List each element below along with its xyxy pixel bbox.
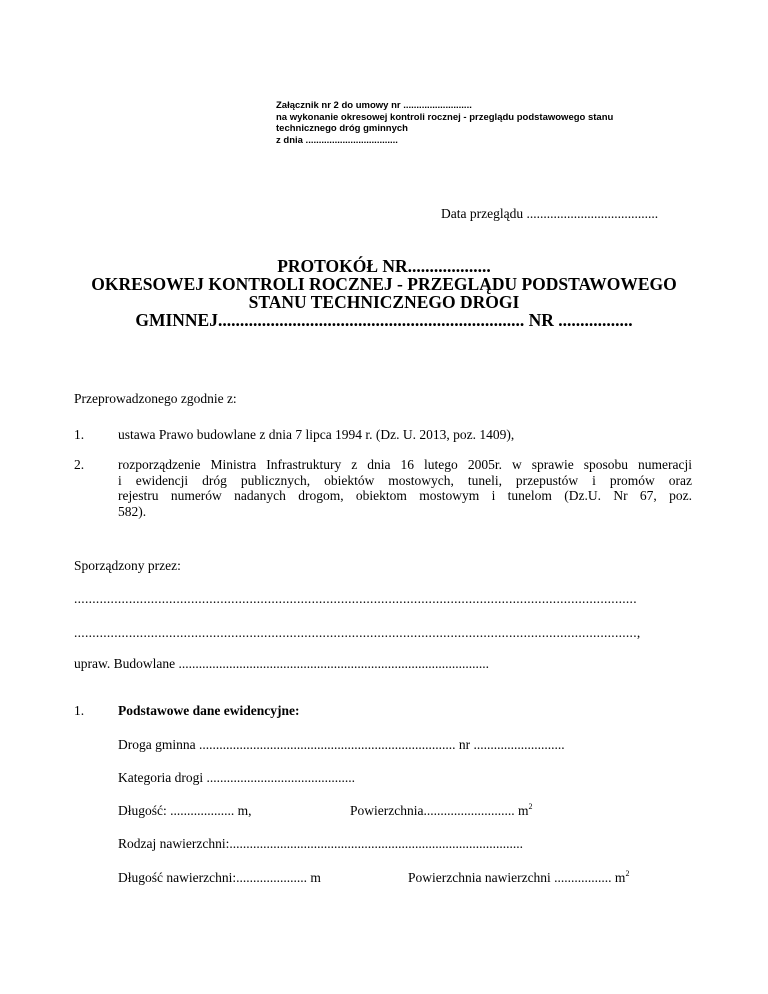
area-unit-exponent: 2: [528, 802, 533, 811]
annex-header: [276, 100, 696, 146]
length-field: Długość: ................... m,: [118, 803, 252, 818]
prepared-by-line-2: ..........................................................................................................................................................,: [74, 625, 641, 640]
basis-item-2-line-2: i ewidencji dróg publicznych, obiektów mostowych, tuneli, przepustów i promów oraz: [118, 472, 692, 488]
title-line-3: STANU TECHNICZNEGO DROGI: [248, 292, 520, 312]
basis-item-1-text: ustawa Prawo budowlane z dnia 7 lipca 1994 r. (Dz. U. 2013, poz. 1409),: [118, 427, 515, 442]
surface-area-unit-exponent: 2: [625, 869, 630, 878]
surface-type-field: Rodzaj nawierzchni:.......................................................................................: [118, 836, 523, 851]
title-line-4: GMINNEJ...................................................................... NR .................: [135, 310, 633, 330]
section-1-heading: Podstawowe dane ewidencyjne:: [118, 703, 300, 718]
inspection-date: Data przeglądu .......................................: [441, 206, 659, 221]
section-1-number: 1.: [74, 703, 85, 718]
area-field: [350, 803, 532, 819]
basis-item-2-text: [118, 457, 692, 519]
basis-intro: Przeprowadzonego zgodnie z:: [74, 391, 237, 406]
annex-line-date: z dnia ...................................: [276, 134, 398, 146]
prepared-by-label: Sporządzony przez:: [74, 558, 181, 573]
annex-line-scope: na wykonanie okresowej kontroli rocznej - przeglądu podstawowego stanu: [276, 111, 614, 123]
basis-item-1-number: 1.: [74, 427, 85, 442]
basis-item-2-line-3: rejestru numerów nadanych drogom, obiektom mostowym i tunelom (Dz.U. Nr 67, poz.: [118, 488, 692, 503]
basis-item-2-number: 2.: [74, 457, 85, 472]
road-category-field: Kategoria drogi ............................................: [118, 770, 355, 785]
prepared-by-line-1: ..........................................................................................................................................................: [74, 591, 637, 606]
surface-length-field: Długość nawierzchni:..................... m: [118, 870, 321, 885]
annex-line-agreement: Załącznik nr 2 do umowy nr ..........................: [276, 100, 472, 111]
document-title: [0, 257, 768, 329]
surface-area-field-text: Powierzchnia nawierzchni ................. m: [408, 870, 626, 885]
road-field: Droga gminna ............................................................................ nr ...........................: [118, 737, 565, 752]
qualifications-line: upraw. Budowlane ............................................................................................: [74, 656, 489, 671]
surface-area-field: [408, 870, 629, 886]
area-field-text: Powierzchnia........................... m: [350, 803, 529, 818]
basis-item-2-line-1: rozporządzenie Ministra Infrastruktury z dnia 16 lutego 2005r. w sprawie sposobu numeracji: [118, 457, 692, 472]
title-line-2: OKRESOWEJ KONTROLI ROCZNEJ - PRZEGLĄDU PODSTAWOWEGO: [91, 274, 677, 294]
basis-item-2-line-4: 582).: [118, 503, 147, 519]
annex-line-scope-cont: technicznego dróg gminnych: [276, 123, 408, 134]
title-line-1: PROTOKÓŁ NR...................: [277, 256, 491, 276]
